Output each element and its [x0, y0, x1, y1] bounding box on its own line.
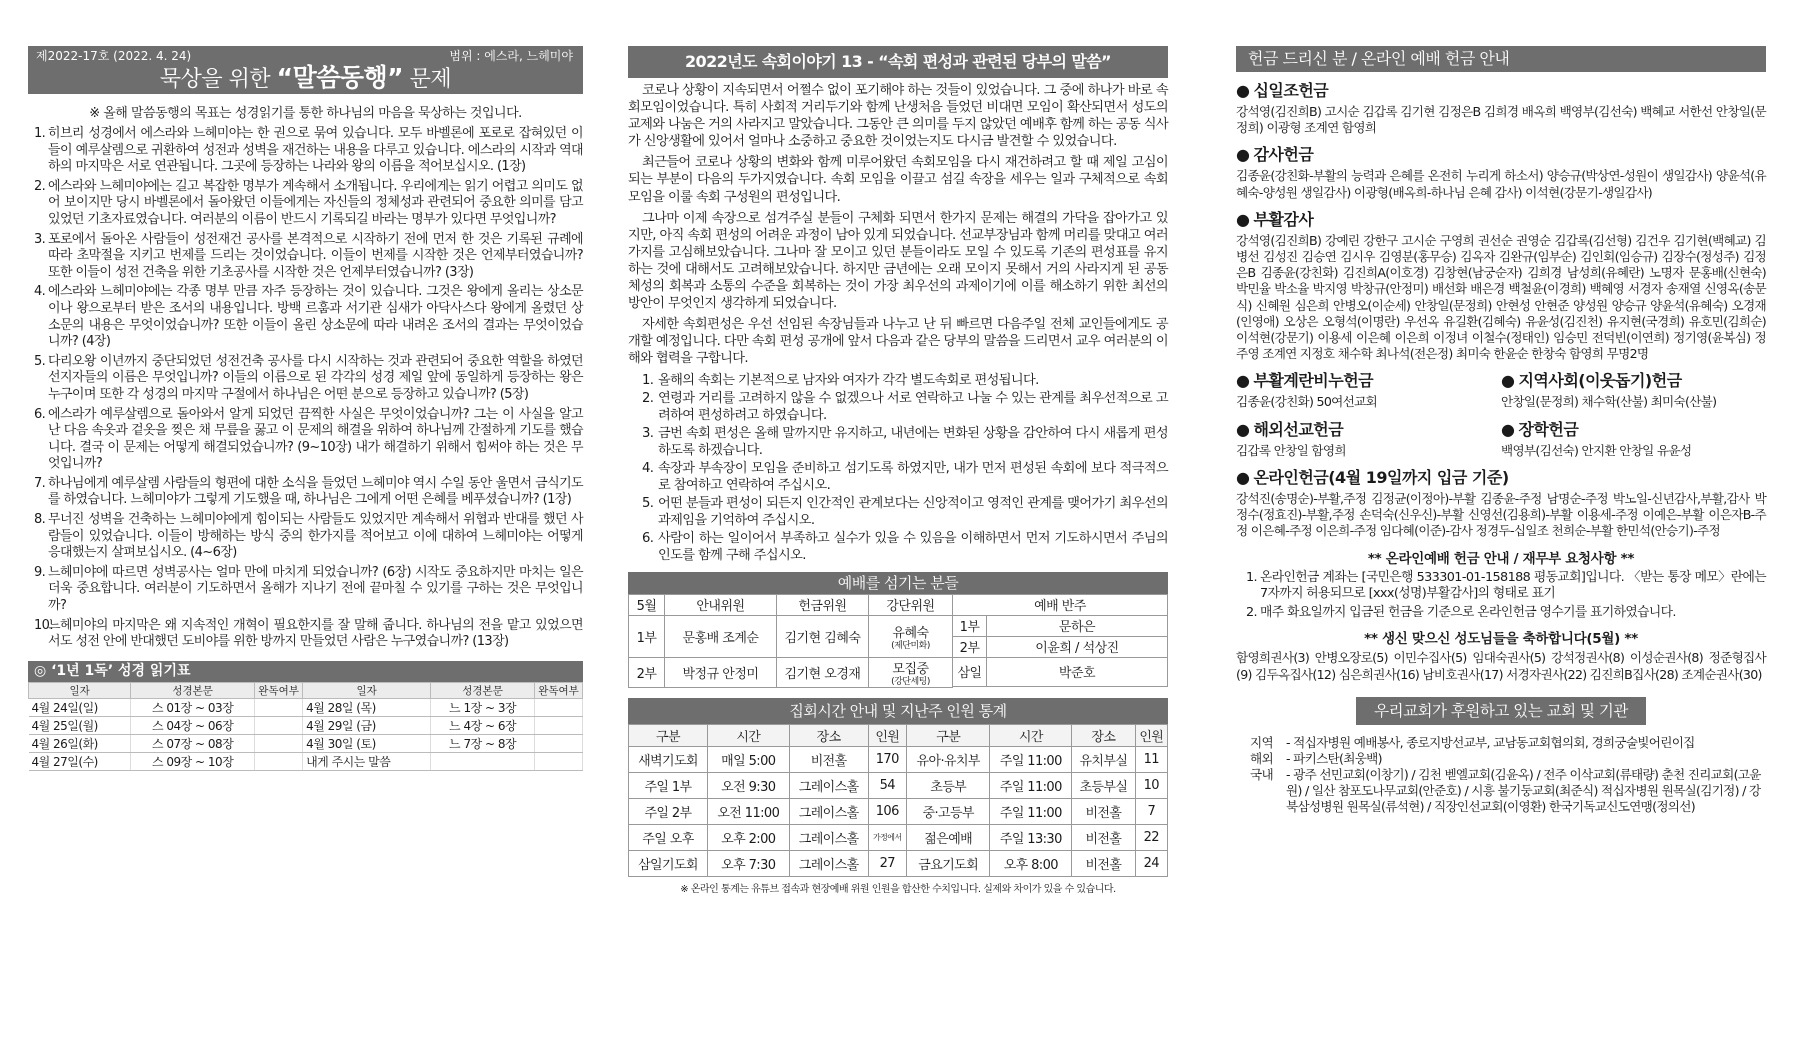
bible-col-header: 완독여부 [535, 682, 583, 698]
cell-request-text: 금번 속회 편성은 올해 말까지만 유지하고, 내년에는 변화된 상황을 감안하여 다시 새롭게 편성하도록 하겠습니다. [658, 425, 1168, 458]
bible-cell: 느 7장 ~ 8장 [431, 734, 535, 752]
cell-request-number: 6. [642, 530, 654, 546]
meeting-col-header: 시간 [990, 724, 1072, 746]
meeting-col-header: 구분 [906, 724, 990, 746]
meeting-cell: 10 [1135, 772, 1167, 798]
question-number: 2. [34, 178, 46, 194]
bible-cell: 4월 24일(일) [29, 698, 131, 716]
question-number: 3. [34, 231, 46, 247]
cell-story-paragraph: 그나마 이제 속장으로 섬겨주실 분들이 구체화 되면서 한가지 문제는 해결의 가닥을 잡아가고 있지만, 아직 속회 편성의 어려운 과정이 남아 있게 되었습니다. 선교부장님과 함께 머리를 맞대고 여러 가지를 고심해보았습니다. 그나마 잘 모이고 있던 분들이라도 모일 수 있도록 기존의 편성표를 유지하는 것에 대해서도 고려해보았습니다. 하지만 금년에는 오래 모이지 못해서 거의 사라지게 된 공동체성의 회복과 소통의 수준을 회복하는 것이 가장 최우선의 과제이기에 이를 해소하기 위한 최선의 방안이 무엇인지 생각하게 되었습니다. [628, 210, 1168, 312]
question-text: 느헤미야에 따르면 성벽공사는 얼마 만에 마치게 되었습니까? (6장) 시작도 중요하지만 마치는 일은 더욱 중요합니다. 여러분이 기도하면서 올해가 지나기 전에 끝마칠 수 있기를 구하는 것은 무엇입니까? [48, 564, 583, 614]
question-text: 에스라가 예루살렘으로 돌아와서 알게 되었던 끔찍한 사실은 무엇이었습니까? 그는 이 사실을 알고 난 다음 속옷과 겉옷을 찢은 채 무릎을 꿇고 이 문제의 해결을 위하여 하나님께 간절하게 기도를 했습니다. 결국 이 문제는 어떻게 해결되었습니까? (9~10장) 내가 해결하기 위해서 힘써야 하는 것은 무엇입니까? [48, 406, 583, 472]
bible-col-header: 성경본문 [431, 682, 535, 698]
meeting-cell: 7 [1135, 798, 1167, 824]
question-item [28, 565, 583, 615]
meeting-cell: 주일 11:00 [990, 746, 1072, 772]
column-cell-story [628, 46, 1168, 895]
bible-reading-header: ◎ ‘1년 1독’ 성경 읽기표 [28, 661, 583, 682]
cell-request-number: 4. [642, 460, 654, 476]
meeting-col-header: 장소 [1072, 724, 1135, 746]
thanks-heading: ● 감사헌금 [1236, 145, 1314, 165]
question-text: 히브리 성경에서 에스라와 느헤미야는 한 권으로 묶여 있습니다. 모두 바벨론에 포로로 잡혀있던 이들이 예루살렘으로 귀환하여 성전과 성벽을 재건하는 내용을 다루고 있습니다. 에스라의 시작과 역대하의 마지막은 서로 연관됩니다. 그곳에 등장하는 나라와 왕의 이름을 적어보십시오. (1장) [48, 126, 583, 175]
meeting-cell: 주일 11:00 [990, 798, 1072, 824]
meeting-row [629, 824, 1168, 850]
meeting-cell: 유치부실 [1072, 746, 1135, 772]
cell-request-text: 사람이 하는 일이어서 부족하고 실수가 있을 수 있음을 이해하면서 먼저 기도하시면서 주님의 인도를 함께 구해 주십시오. [658, 530, 1168, 563]
question-item [28, 284, 583, 350]
bible-cell: 4월 30일 (토) [303, 734, 431, 752]
meeting-cell: 그레이스홀 [789, 824, 868, 850]
cell-request-item [628, 390, 1168, 424]
bible-cell: 스 04장 ~ 06장 [131, 716, 255, 734]
question-text: 느헤미야의 마지막은 왜 지속적인 개혁이 필요한지를 잘 말해 줍니다. 하나님의 전을 맡고 있었으면서도 성전 안에 반대했던 도비야를 위한 방까지 만들었던 사람은 누구였습니까? (13장) [48, 617, 583, 650]
support-text: - 적십자병원 예배봉사, 종로지방선교부, 교남동교회협의회, 경희궁술빛어린이집 [1286, 734, 1695, 750]
meeting-cell: 11 [1135, 746, 1167, 772]
question-number: 1. [34, 126, 46, 141]
meeting-cell: 주일 2부 [629, 798, 708, 824]
cell-story-paragraph: 코로나 상황이 지속되면서 어쩔수 없이 포기해야 하는 것들이 있었습니다. 그 중에 하나가 바로 속회모임이었습니다. 특히 사회적 거리두기와 함께 난생처음 들었던 비대면 모임이 확산되면서 성도의 교제와 나눔은 거의 사라지고 말았습니다. 그동안 큰 의미를 두지 않았던 예배후 함께 하는 공동 식사가 신앙생활에 있어서 얼마나 소중하고 중요한 것이었는지도 다시금 발견할 수 있었습니다. [628, 83, 1168, 150]
meeting-cell: 비전홀 [789, 746, 868, 772]
cell-request-item [628, 460, 1168, 494]
issue-number: 제2022-17호 (2022. 4. 24) [36, 49, 192, 63]
question-number: 7. [34, 475, 46, 491]
local-heading: ● 지역사회(이웃돕기)헌금 [1501, 371, 1682, 391]
question-text: 에스라와 느헤미야에는 각종 명부 만큼 자주 등장하는 것이 있습니다. 그것은 왕에게 올리는 상소문이나 왕으로부터 받은 조서의 내용입니다. 방백 르훔과 서기관 심새가 아닥사스다 왕에게 올렸던 상소문의 내용은 무엇이었습니까? 또한 이들이 올린 상소문에 따라 내려온 조서의 결과는 무엇이었습니까? (4장) [48, 284, 583, 350]
question-text: 에스라와 느헤미야에는 길고 복잡한 명부가 계속해서 소개됩니다. 우리에게는 읽기 어렵고 의미도 없어 보이지만 당시 바벨론에서 돌아왔던 이들에게는 자신들의 정체성과 관련되어 중요한 의미를 담고 있었던 기초자료였습니다. 여러분의 이름이 반드시 기록되길 바라는 명부가 있다면 무엇입니까? [48, 178, 583, 227]
bible-cell [535, 734, 583, 752]
easter-heading: ● 부활감사 [1236, 209, 1314, 229]
online-names: 강석진(송명순)-부활,주정 김정균(이정아)-부활 김종윤-주정 남명순-주정 박노일-신년감사,부활,감사 박정수(정효진)-부활,주정 손덕숙(신우신)-부활 신영선(김용희)-부활 이용세-주정 이예은-부활 이은자B-주정 이은혜-주정 이은희-주정 임다혜(이준)-감사 정경두-십일조 천희순-부활 한민석(안승기)-주정 [1236, 490, 1766, 539]
question-item [28, 354, 583, 404]
cell-request-text: 속장과 부속장이 모임을 준비하고 섬기도록 하였지만, 내가 먼저 편성된 속회에 보다 적극적으로 참여하고 연락하여 주십시오. [658, 460, 1168, 493]
meeting-col-header: 인원 [868, 724, 906, 746]
column-meditation [28, 46, 583, 771]
meeting-row [629, 798, 1168, 824]
bible-cell: 4월 25일(월) [29, 716, 131, 734]
question-number: 8. [34, 512, 46, 528]
offering-pair-2 [1236, 411, 1766, 459]
bible-cell: 스 09장 ~ 10장 [131, 752, 255, 770]
cell-request-item [628, 425, 1168, 459]
meditation-title: 묵상을 위한 “말씀동행” 문제 [28, 64, 583, 94]
egg-soap-heading: ● 부활계란비누헌금 [1236, 371, 1374, 391]
bible-cell [255, 734, 303, 752]
online-notice-item [1236, 605, 1766, 621]
question-item [28, 126, 583, 176]
bible-cell: 4월 28일 (목) [303, 698, 431, 716]
tithe-names: 강석영(김진희B) 고시순 김갑록 김기현 김정은B 김희경 배옥희 백영부(김선숙) 백혜교 서한선 안창일(문정희) 이광형 조계연 함영희 [1236, 104, 1766, 136]
meditation-note: ※ 올해 말씀동행의 목표는 성경읽기를 통한 하나님의 마음을 묵상하는 것입니다. [89, 106, 522, 121]
meeting-footnote: ※ 온라인 통계는 유튜브 접속과 현장예배 위원 인원을 합산한 수치입니다. 실제와 차이가 있을 수 있습니다. [680, 883, 1116, 895]
meeting-cell: 주일 13:30 [990, 824, 1072, 850]
bible-cell [255, 698, 303, 716]
meeting-col-header: 구분 [629, 724, 708, 746]
question-text: 포로에서 돌아온 사람들이 성전재건 공사를 본격적으로 시작하기 전에 먼저 한 것은 기록된 규례에 따라 초막절을 지키고 번제를 드리는 것이었습니다. 이들이 번제를 시작한 것은 언제부터였습니까? 또한 이들이 성전 건축을 위한 기초공사를 시작한 것은 언제부터였습니까? (3장) [48, 231, 583, 280]
question-item [28, 407, 583, 473]
online-notice-title: ** 온라인예배 헌금 안내 / 재무부 요청사항 ** [1367, 551, 1635, 568]
bible-cell: 스 07장 ~ 08장 [131, 734, 255, 752]
bible-col-header: 성경본문 [131, 682, 255, 698]
meeting-cell: 오후 2:00 [707, 824, 789, 850]
question-number: 4. [34, 284, 46, 300]
cell-request-number: 3. [642, 425, 654, 441]
question-text: 무너진 성벽을 건축하는 느헤미야에게 힘이되는 사람들도 있었지만 계속해서 위협과 반대를 했던 사람들이 있었습니다. 이들이 방해하는 방식 중의 한가지를 적어보고 이에 대하여 느헤미야는 어떻게 응대했는지 살펴보십시오. (4~6장) [48, 512, 583, 561]
worship-servers-title: 예배를 섬기는 분들 [628, 572, 1168, 594]
meeting-cell: 초등부 [906, 772, 990, 798]
cell-story-paragraph: 자세한 속회편성은 우선 선임된 속장님들과 나누고 난 뒤 빠르면 다음주일 전체 교인들에게도 공개할 예정입니다. 다만 속회 편성 공개에 앞서 다음과 같은 당부의 말씀을 드리면서 교우 여러분의 이해와 협력을 구합니다. [628, 317, 1168, 367]
easter-names: 강석영(김진희B) 강예린 강한구 고시순 구영희 권선순 권영순 김갑록(김선형) 김건우 김기현(백혜교) 김병선 김성진 김승연 김시우 김영분(홍무승) 김옥자 김완규(임부순) 김인회(임승규) 김장수(정성주) 김정은B 김종윤(강친화) 김진희A(이호경) 김창현(남궁순자) 김희경 남성희(유혜란) 노명자 문홍배(신현숙) 박민율 박소율 박지영 박창규(안정미) 배선화 배은경 백철윤(이경희) 백혜영 서경자 송재열 신영옥(송문식) 신혜원 심은희 안병오(이순세) 안창일(문정희) 안현성 안현준 양성원 양승규 양윤석(유혜숙) 오경재(인영애) 오상은 오형석(이명란) 우선옥 유길환(김혜숙) 유윤성(김진천) 유지현(국경희) 유호민(김희순) 이석현(강문기) 이용세 이은혜 이은희 이정녀 이철수(정태인) 임승민 전덕빈(이연희) 정기영(윤복심) 정주영 조계연 지정호 채수학 최나석(전은정) 최미숙 한윤순 한창숙 함영희 무명2명 [1236, 232, 1766, 362]
birthday-title: ** 생신 맞으신 성도님들을 축하합니다(5월) ** [1364, 631, 1638, 648]
bible-cell [255, 716, 303, 734]
cell-request-item [628, 530, 1168, 564]
question-item [28, 618, 583, 651]
question-number: 6. [34, 406, 46, 422]
bible-cell [535, 716, 583, 734]
bible-cell [255, 752, 303, 770]
meeting-cell: 그레이스홀 [789, 772, 868, 798]
meeting-cell: 그레이스홀 [789, 850, 868, 876]
bible-cell: 느 1장 ~ 3장 [431, 698, 535, 716]
cell-request-text: 연령과 거리를 고려하지 않을 수 없겠으나 서로 연락하고 나눌 수 있는 관계를 최우선적으로 고려하여 편성하려고 하였습니다. [658, 390, 1168, 423]
scholarship-heading: ● 장학헌금 [1501, 419, 1579, 439]
meeting-cell: 주일 오후 [629, 824, 708, 850]
support-item [1236, 735, 1766, 751]
online-notice-number: 1. [1246, 570, 1258, 586]
bible-cell: 4월 26일(화) [29, 734, 131, 752]
cell-request-number: 1. [642, 372, 654, 388]
meeting-row [629, 746, 1168, 772]
meeting-row [629, 850, 1168, 876]
meeting-cell: 22 [1135, 824, 1167, 850]
meeting-stats-title: 집회시간 안내 및 지난주 인원 통계 [628, 698, 1168, 724]
mission-heading: ● 해외선교헌금 [1236, 419, 1344, 439]
bible-cell: 스 01장 ~ 03장 [131, 698, 255, 716]
meeting-cell: 가정에서 [868, 824, 906, 850]
meeting-col-header: 장소 [789, 724, 868, 746]
support-item [1236, 751, 1766, 767]
bible-cell: 4월 27일(수) [29, 752, 131, 770]
meeting-cell: 오후 7:30 [707, 850, 789, 876]
question-number: 9. [34, 564, 46, 580]
meeting-cell: 유아·유치부 [906, 746, 990, 772]
bible-row [29, 698, 583, 716]
online-notice-number: 2. [1246, 605, 1258, 621]
local-names: 안창일(문정희) 채수학(산불) 최미숙(산불) [1501, 394, 1717, 410]
online-notice-list [1236, 570, 1766, 621]
cell-story-title: 2022년도 속회이야기 13 - “속회 편성과 관련된 당부의 말씀” [628, 46, 1168, 78]
meeting-cell: 초등부실 [1072, 772, 1135, 798]
thanks-names: 김종윤(강친화-부활의 능력과 은혜를 온전히 누리게 하소서) 양승규(박상연-성원이 생일감사) 양윤석(유혜숙-양성원 생일감사) 이광형(배옥희-하나님 은혜 감사) 이석현(강문기-생일감사) [1236, 168, 1766, 200]
reading-range: 범위 : 에스라, 느헤미야 [449, 49, 573, 63]
bible-row [29, 716, 583, 734]
question-number: 10. [34, 617, 53, 633]
bible-cell: 내게 주시는 말씀 [303, 752, 431, 770]
meeting-stats-table [628, 724, 1168, 877]
cell-request-text: 올해의 속회는 기본적으로 남자와 여자가 각각 별도속회로 편성됩니다. [658, 372, 1039, 388]
cell-request-item [628, 372, 1168, 389]
bible-col-header: 완독여부 [255, 682, 303, 698]
online-notice-text: 온라인헌금 계좌는 [국민은행 533301-01-158188 평동교회]입니다. 〈받는 통장 메모〉란에는 7자까지 허용되므로 [xxx(성명)부활감사]의 형태로 표기 [1260, 570, 1766, 602]
meeting-col-header: 인원 [1135, 724, 1167, 746]
meeting-cell: 매일 5:00 [707, 746, 789, 772]
egg-soap-names: 김종윤(강친화) 50여선교회 [1236, 394, 1378, 410]
worship-servers-table: 5월 안내위원 헌금위원 강단위원 예배 반주 1부 문홍배 조계순 김기현 김혜숙 유혜숙 (제단미화) 1부 문하은 2부 이윤희 / 석상진 2부 박정규 안정미 김기현 오경재 모집중 (강단세팅) 삼일 박준호 [628, 594, 1168, 688]
support-title: 우리교회가 후원하고 있는 교회 및 기관 [1356, 697, 1646, 725]
meeting-cell: 24 [1135, 850, 1167, 876]
online-notice-item [1236, 570, 1766, 602]
meeting-cell: 그레이스홀 [789, 798, 868, 824]
bible-col-header: 일자 [29, 682, 131, 698]
bible-cell [431, 752, 535, 770]
meeting-col-header: 시간 [707, 724, 789, 746]
cell-story-requests [628, 372, 1168, 564]
cell-request-number: 5. [642, 495, 654, 511]
question-item [28, 512, 583, 562]
meeting-cell: 주일 1부 [629, 772, 708, 798]
meeting-cell: 오전 9:30 [707, 772, 789, 798]
birthday-names: 함영희권사(3) 안병오장로(5) 이민수집사(5) 임대숙권사(5) 강석정권사(8) 이성순권사(8) 정준형집사(9) 김두옥집사(12) 심은희권사(16) 남비호권사(17) 서경자권사(22) 김진희B집사(28) 조계순권사(30) [1236, 650, 1766, 682]
bible-row [29, 734, 583, 752]
column-offerings [1236, 46, 1766, 815]
meeting-cell: 젊은예배 [906, 824, 990, 850]
bible-reading-table [28, 682, 583, 771]
support-text: - 광주 선민교회(이창기) / 김천 벧엘교회(김윤옥) / 전주 이삭교회(류태량) 춘천 진리교회(고윤원) / 일산 참포도나무교회(안준호) / 시흥 불기둥교회(최준식) 적십자병원 원목실(김기정) / 강북삼성병원 원목실(류석현) / 직장인선교회(이영환) 한국기독교신도연맹(정의선) [1286, 766, 1761, 814]
scholarship-names: 백영부(김선숙) 안지환 안창일 유윤성 [1501, 442, 1692, 458]
meeting-cell: 54 [868, 772, 906, 798]
meeting-cell: 중·고등부 [906, 798, 990, 824]
meeting-cell: 금요기도회 [906, 850, 990, 876]
support-list [1236, 735, 1766, 815]
meeting-cell: 비전홀 [1072, 850, 1135, 876]
question-list [28, 126, 583, 651]
question-number: 5. [34, 353, 46, 369]
bible-cell: 느 4장 ~ 6장 [431, 716, 535, 734]
meeting-cell: 삼일기도회 [629, 850, 708, 876]
online-heading: ● 온라인헌금(4월 19일까지 입금 기준) [1236, 467, 1509, 487]
question-item [28, 476, 583, 509]
bible-col-header: 일자 [303, 682, 431, 698]
support-category: 해외 [1250, 750, 1273, 766]
support-item [1236, 767, 1766, 815]
cell-story-paragraph: 최근들어 코로나 상황의 변화와 함께 미루어왔던 속회모임을 다시 재건하려고 할 때 제일 고심이 되는 부분이 다음의 두가지였습니다. 속회 모임을 이끌고 섬길 속장을 세우는 일과 구체적으로 속회 모임을 이룰 속회 구성원의 편성입니다. [628, 155, 1168, 205]
meeting-cell: 27 [868, 850, 906, 876]
question-text: 다리오왕 이년까지 중단되었던 성전건축 공사를 다시 시작하는 것과 관련되어 중요한 역할을 하였던 선지자들의 이름은 무엇입니까? 이들의 이름으로 된 각각의 성경 제일 앞에 동일하게 등장하는 왕은 누구이며 또한 각 성경의 마지막 구절에서 하나님은 어떤 분으로 등장하고 있습니까? (5장) [48, 353, 583, 402]
meeting-cell: 106 [868, 798, 906, 824]
support-text: - 파키스탄(최웅백) [1286, 750, 1382, 766]
meeting-cell: 주일 11:00 [990, 772, 1072, 798]
meeting-cell: 오전 11:00 [707, 798, 789, 824]
meeting-cell: 비전홀 [1072, 824, 1135, 850]
bible-cell [535, 752, 583, 770]
bible-cell: 4월 29일 (금) [303, 716, 431, 734]
bible-row [29, 752, 583, 770]
tithe-heading: ● 십일조헌금 [1236, 81, 1329, 100]
meeting-cell: 170 [868, 746, 906, 772]
question-text: 하나님에게 예루살렘 사람들의 형편에 대한 소식을 들었던 느헤미야 역시 수일 동안 울면서 금식기도를 하였습니다. 느헤미야가 그렇게 기도했을 때, 하나님은 그에게 어떤 은혜를 베푸셨습니까? (1장) [48, 475, 583, 508]
offerings-title: 헌금 드리신 분 / 온라인 예배 헌금 안내 [1236, 46, 1766, 72]
support-category: 지역 [1250, 734, 1273, 750]
cell-request-text: 어떤 분들과 편성이 되든지 인간적인 관계보다는 신앙적이고 영적인 관계를 맺어가기 최우선의 과제임을 기억하여 주십시오. [658, 495, 1168, 528]
mission-names: 김갑록 안창일 함영희 [1236, 442, 1346, 458]
meeting-row [629, 772, 1168, 798]
meeting-cell: 새벽기도회 [629, 746, 708, 772]
issue-header [28, 46, 583, 64]
bible-cell [535, 698, 583, 716]
cell-request-number: 2. [642, 390, 654, 406]
cell-request-item [628, 495, 1168, 529]
meeting-cell: 오후 8:00 [990, 850, 1072, 876]
question-item [28, 179, 583, 229]
online-notice-text: 매주 화요일까지 입금된 헌금을 기준으로 온라인헌금 영수기를 표기하였습니다. [1260, 605, 1676, 621]
support-category: 국내 [1250, 766, 1273, 782]
cell-story-body [628, 82, 1168, 368]
question-item [28, 232, 583, 282]
offering-pair-1 [1236, 362, 1766, 410]
meeting-cell: 비전홀 [1072, 798, 1135, 824]
